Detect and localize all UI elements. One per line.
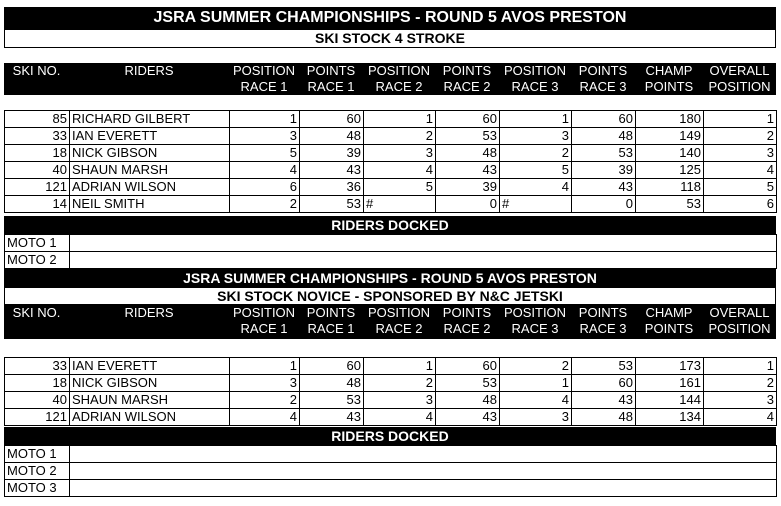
docked-moto-label: MOTO 1 — [5, 235, 70, 252]
cell-points-race2: 48 — [436, 392, 500, 409]
cell-points-race2: 53 — [436, 128, 500, 145]
cell-ski-no: 85 — [5, 111, 70, 128]
cell-overall-position: 1 — [704, 111, 777, 128]
cell-champ-points: 144 — [636, 392, 704, 409]
cell-position-race2: 2 — [364, 128, 436, 145]
header-champ-points-line1: CHAMP — [645, 305, 693, 320]
header-points-race1-line1: POINTS — [306, 305, 356, 320]
cell-overall-position: 4 — [704, 162, 777, 179]
docked-riders-cell — [70, 235, 777, 252]
cell-rider: RICHARD GILBERT — [70, 111, 230, 128]
cell-points-race2: 60 — [436, 111, 500, 128]
header-champ-points-line2: POINTS — [644, 79, 694, 94]
cell-champ-points: 118 — [636, 179, 704, 196]
cell-position-race1: 6 — [230, 179, 300, 196]
cell-points-race2: 39 — [436, 179, 500, 196]
header-position-race2-line2: RACE 2 — [375, 321, 423, 336]
cell-position-race2: 1 — [364, 111, 436, 128]
header-position-race1-line1: POSITION — [232, 305, 296, 320]
header-champ-points-line2: POINTS — [644, 321, 694, 336]
cell-rider: IAN EVERETT — [70, 358, 230, 375]
header-overall-position-line1: OVERALL — [709, 305, 770, 320]
header-position-race2 — [363, 63, 435, 95]
cell-champ-points: 173 — [636, 358, 704, 375]
cell-ski-no: 40 — [5, 392, 70, 409]
section2-docked-table — [4, 445, 777, 497]
header-overall-position — [703, 63, 776, 95]
cell-position-race2: 4 — [364, 409, 436, 426]
header-points-race1 — [299, 305, 363, 337]
cell-rider: NEIL SMITH — [70, 196, 230, 213]
header-position-race3-line1: POSITION — [503, 305, 567, 320]
cell-champ-points: 140 — [636, 145, 704, 162]
cell-points-race3: 48 — [572, 409, 636, 426]
header-position-race3 — [499, 305, 571, 337]
header-points-race2-line1: POINTS — [442, 63, 492, 78]
cell-points-race3: 39 — [572, 162, 636, 179]
docked-moto-label: MOTO 2 — [5, 463, 70, 480]
cell-points-race1: 53 — [300, 196, 364, 213]
cell-rider: ADRIAN WILSON — [70, 409, 230, 426]
cell-position-race3: 5 — [500, 162, 572, 179]
section2-riders-docked-title: RIDERS DOCKED — [4, 427, 776, 445]
header-champ-points-line1: CHAMP — [645, 63, 693, 78]
cell-overall-position: 2 — [704, 128, 777, 145]
cell-champ-points: 180 — [636, 111, 704, 128]
cell-position-race1: 2 — [230, 196, 300, 213]
cell-overall-position: 5 — [704, 179, 777, 196]
header-position-race3-line1: POSITION — [503, 63, 567, 78]
docked-moto-label: MOTO 2 — [5, 252, 70, 269]
cell-position-race3: # — [500, 196, 572, 213]
cell-overall-position: 3 — [704, 145, 777, 162]
docked-riders-cell — [70, 446, 777, 463]
docked-row — [5, 446, 777, 463]
cell-points-race3: 43 — [572, 392, 636, 409]
docked-row — [5, 252, 777, 269]
header-ski-no-line1: SKI NO. — [12, 63, 61, 78]
docked-moto-label: MOTO 3 — [5, 480, 70, 497]
cell-position-race1: 3 — [230, 128, 300, 145]
section1-riders-docked-title: RIDERS DOCKED — [4, 216, 776, 234]
cell-position-race3: 4 — [500, 392, 572, 409]
cell-points-race1: 36 — [300, 179, 364, 196]
header-points-race1 — [299, 63, 363, 95]
header-position-race3 — [499, 63, 571, 95]
docked-row — [5, 235, 777, 252]
cell-position-race1: 3 — [230, 375, 300, 392]
table-row — [5, 392, 777, 409]
cell-points-race1: 43 — [300, 409, 364, 426]
table-row — [5, 128, 777, 145]
cell-position-race3: 2 — [500, 145, 572, 162]
cell-position-race2: 2 — [364, 375, 436, 392]
header-overall-position-line2: POSITION — [708, 321, 771, 336]
cell-points-race3: 48 — [572, 128, 636, 145]
header-rider-line1: RIDERS — [124, 305, 174, 320]
docked-row — [5, 480, 777, 497]
cell-overall-position: 1 — [704, 358, 777, 375]
cell-rider: ADRIAN WILSON — [70, 179, 230, 196]
cell-position-race3: 1 — [500, 111, 572, 128]
cell-position-race2: 3 — [364, 392, 436, 409]
header-rider — [69, 305, 229, 321]
table-row — [5, 145, 777, 162]
header-points-race1-line2: RACE 1 — [307, 321, 355, 336]
header-rider — [69, 63, 229, 79]
cell-position-race1: 1 — [230, 358, 300, 375]
cell-ski-no: 33 — [5, 128, 70, 145]
docked-riders-cell — [70, 252, 777, 269]
cell-ski-no: 121 — [5, 179, 70, 196]
header-position-race3-line2: RACE 3 — [511, 79, 559, 94]
header-position-race2-line2: RACE 2 — [375, 79, 423, 94]
table-row — [5, 111, 777, 128]
header-overall-position-line2: POSITION — [708, 79, 771, 94]
cell-position-race1: 2 — [230, 392, 300, 409]
section2-class-title: SKI STOCK NOVICE - SPONSORED BY N&C JETSKI — [4, 287, 776, 305]
cell-points-race1: 48 — [300, 375, 364, 392]
cell-ski-no: 18 — [5, 375, 70, 392]
cell-points-race3: 60 — [572, 375, 636, 392]
cell-position-race3: 4 — [500, 179, 572, 196]
header-position-race2-line1: POSITION — [367, 63, 431, 78]
cell-position-race3: 3 — [500, 128, 572, 145]
cell-points-race1: 60 — [300, 111, 364, 128]
cell-points-race2: 53 — [436, 375, 500, 392]
header-points-race3-line1: POINTS — [578, 63, 628, 78]
cell-position-race3: 2 — [500, 358, 572, 375]
header-overall-position — [703, 305, 776, 337]
cell-rider: NICK GIBSON — [70, 375, 230, 392]
cell-points-race1: 43 — [300, 162, 364, 179]
section1-header-row — [4, 63, 776, 95]
header-ski-no-line1: SKI NO. — [12, 305, 61, 320]
cell-ski-no: 14 — [5, 196, 70, 213]
header-points-race2 — [435, 63, 499, 95]
cell-points-race3: 0 — [572, 196, 636, 213]
header-points-race3-line2: RACE 3 — [579, 79, 627, 94]
header-points-race1-line2: RACE 1 — [307, 79, 355, 94]
cell-position-race1: 1 — [230, 111, 300, 128]
cell-rider: NICK GIBSON — [70, 145, 230, 162]
section2-results-table — [4, 357, 777, 426]
cell-overall-position: 6 — [704, 196, 777, 213]
docked-moto-label: MOTO 1 — [5, 446, 70, 463]
cell-champ-points: 161 — [636, 375, 704, 392]
section1-title: JSRA SUMMER CHAMPIONSHIPS - ROUND 5 AVOS PRESTON — [4, 7, 776, 29]
table-row — [5, 375, 777, 392]
header-points-race2-line2: RACE 2 — [443, 79, 491, 94]
cell-points-race2: 43 — [436, 409, 500, 426]
cell-ski-no: 121 — [5, 409, 70, 426]
header-position-race1-line2: RACE 1 — [240, 79, 288, 94]
cell-position-race1: 4 — [230, 409, 300, 426]
cell-position-race3: 3 — [500, 409, 572, 426]
cell-points-race2: 43 — [436, 162, 500, 179]
cell-ski-no: 18 — [5, 145, 70, 162]
cell-points-race1: 39 — [300, 145, 364, 162]
header-position-race2 — [363, 305, 435, 337]
header-points-race3-line1: POINTS — [578, 305, 628, 320]
section2-title: JSRA SUMMER CHAMPIONSHIPS - ROUND 5 AVOS PRESTON — [4, 269, 776, 287]
cell-points-race3: 53 — [572, 358, 636, 375]
section1-class-title: SKI STOCK 4 STROKE — [4, 29, 776, 48]
header-champ-points — [635, 305, 703, 337]
table-row — [5, 179, 777, 196]
header-points-race1-line1: POINTS — [306, 63, 356, 78]
cell-ski-no: 40 — [5, 162, 70, 179]
cell-points-race1: 48 — [300, 128, 364, 145]
cell-points-race2: 0 — [436, 196, 500, 213]
cell-position-race1: 5 — [230, 145, 300, 162]
table-row — [5, 196, 777, 213]
header-overall-position-line1: OVERALL — [709, 63, 770, 78]
cell-position-race2: 5 — [364, 179, 436, 196]
cell-position-race3: 1 — [500, 375, 572, 392]
header-points-race2-line2: RACE 2 — [443, 321, 491, 336]
cell-position-race2: 3 — [364, 145, 436, 162]
header-position-race1-line1: POSITION — [232, 63, 296, 78]
header-position-race1-line2: RACE 1 — [240, 321, 288, 336]
header-ski-no — [4, 63, 69, 79]
cell-rider: SHAUN MARSH — [70, 162, 230, 179]
header-points-race2-line1: POINTS — [442, 305, 492, 320]
cell-position-race2: # — [364, 196, 436, 213]
cell-points-race3: 43 — [572, 179, 636, 196]
header-position-race3-line2: RACE 3 — [511, 321, 559, 336]
docked-riders-cell — [70, 480, 777, 497]
cell-overall-position: 2 — [704, 375, 777, 392]
cell-position-race2: 4 — [364, 162, 436, 179]
header-ski-no — [4, 305, 69, 321]
header-rider-line1: RIDERS — [124, 63, 174, 78]
header-position-race2-line1: POSITION — [367, 305, 431, 320]
table-row — [5, 358, 777, 375]
cell-position-race1: 4 — [230, 162, 300, 179]
section1-docked-table — [4, 234, 777, 269]
cell-points-race1: 53 — [300, 392, 364, 409]
docked-riders-cell — [70, 463, 777, 480]
cell-champ-points: 53 — [636, 196, 704, 213]
docked-row — [5, 463, 777, 480]
table-row — [5, 162, 777, 179]
cell-rider: IAN EVERETT — [70, 128, 230, 145]
cell-points-race2: 60 — [436, 358, 500, 375]
header-position-race1 — [229, 305, 299, 337]
cell-rider: SHAUN MARSH — [70, 392, 230, 409]
cell-points-race3: 53 — [572, 145, 636, 162]
section2-header-row — [4, 305, 776, 339]
cell-points-race3: 60 — [572, 111, 636, 128]
header-points-race3 — [571, 305, 635, 337]
cell-champ-points: 149 — [636, 128, 704, 145]
header-champ-points — [635, 63, 703, 95]
cell-overall-position: 3 — [704, 392, 777, 409]
header-points-race3 — [571, 63, 635, 95]
cell-champ-points: 125 — [636, 162, 704, 179]
section1-results-table — [4, 110, 777, 213]
header-points-race3-line2: RACE 3 — [579, 321, 627, 336]
cell-champ-points: 134 — [636, 409, 704, 426]
header-position-race1 — [229, 63, 299, 95]
header-points-race2 — [435, 305, 499, 337]
cell-ski-no: 33 — [5, 358, 70, 375]
cell-overall-position: 4 — [704, 409, 777, 426]
cell-points-race2: 48 — [436, 145, 500, 162]
table-row — [5, 409, 777, 426]
cell-points-race1: 60 — [300, 358, 364, 375]
cell-position-race2: 1 — [364, 358, 436, 375]
